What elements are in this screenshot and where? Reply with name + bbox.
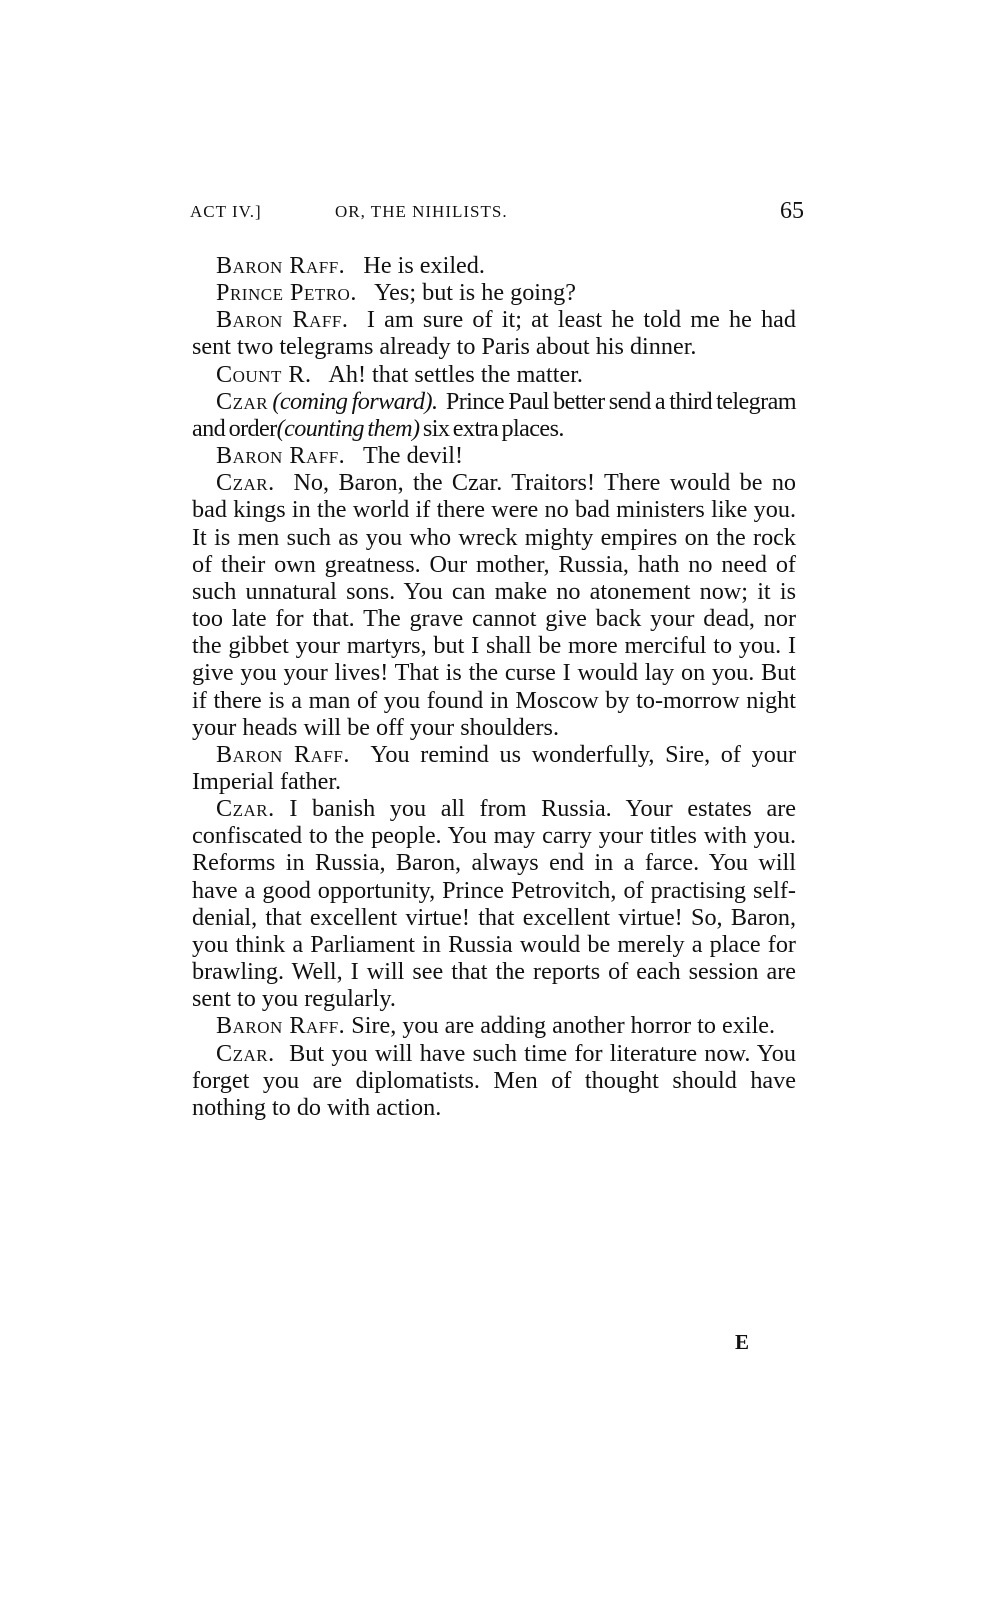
dialogue-line — [192, 442, 796, 469]
speech-text: You remind us wonderfully, Sire, of your Imperial father. — [192, 740, 796, 795]
speaker-name: Czar. — [216, 469, 275, 497]
speaker-name: Prince Petro. — [216, 279, 357, 307]
running-header — [190, 198, 804, 228]
speech-text: Yes; but is he going? — [374, 279, 576, 307]
dialogue-line — [192, 279, 796, 306]
act-label: ACT IV.] — [190, 202, 262, 221]
dialogue-line — [192, 252, 796, 279]
dialogue-line — [192, 1040, 796, 1121]
speaker-name: Baron Raff. — [216, 1012, 346, 1040]
speech-text: Sire, you are adding another horror to exile. — [351, 1012, 776, 1040]
speaker-name: Czar. — [216, 795, 275, 823]
speaker-name: Czar — [216, 387, 269, 415]
stage-direction: (coming forward). — [272, 387, 438, 415]
speech-text: I am sure of it; at least he told me he had sent two telegrams already to Paris about his dinner. — [192, 306, 797, 361]
speaker-name: Baron Raff. — [216, 306, 349, 334]
speaker-name: Baron Raff. — [216, 442, 346, 470]
stage-direction: (counting them) — [276, 414, 420, 442]
dialogue-line — [192, 1012, 796, 1039]
dialogue-line — [192, 795, 796, 1012]
speech-text: six extra places. — [422, 414, 564, 442]
speech-text: Prince Paul better send a third telegram and order — [192, 387, 796, 442]
speech-text: The devil! — [362, 442, 464, 470]
dialogue-line — [192, 306, 796, 360]
speaker-name: Count R. — [216, 360, 312, 388]
speaker-name: Czar. — [216, 1039, 275, 1067]
speech-text: Ah! that settles the matter. — [328, 360, 583, 388]
signature-mark: E — [735, 1330, 750, 1354]
running-title: OR, THE NIHILISTS. — [335, 202, 508, 221]
speaker-name: Baron Raff. — [216, 252, 346, 279]
dialogue-line — [192, 469, 796, 741]
speech-text: But you will have such time for literature now. You forget you are diplomatists. Men of thought should have nothing to do with action. — [192, 1039, 796, 1121]
dialogue-line — [192, 388, 796, 442]
dialogue-line — [192, 361, 796, 388]
dialogue-text — [192, 252, 796, 1121]
speech-text: I banish you all from Russia. Your estates are confiscated to the people. You may carry your titles with you. Reforms in Russia, Baron, always end in a farce. You will have a good opportunity, Prince Petrovitch, of practising self-denial, that excellent virtue! that excellent virtue! So, Baron, you think a Parliament in Russia would be merely a place for brawling. Well, I will see that the reports of each session are sent to you regularly. — [192, 795, 797, 1013]
speech-text: He is exiled. — [363, 252, 485, 279]
speech-text: No, Baron, the Czar. Traitors! There would be no bad kings in the world if there were no bad ministers like you. It is men such as you who wreck mighty empires on the rock of their own greatness. Our mother, Russia, hath no need of such unnatural sons. You can make no atonement now; it is too late for that. The grave cannot give back your dead, nor the gibbet your martyrs, but I shall be more merciful to you. I give you your lives! That is the curse I would lay on you. But if there is a man of you found in Moscow by to-morrow night your heads will be off your shoulders. — [192, 469, 797, 741]
page-number: 65 — [780, 198, 804, 224]
speaker-name: Baron Raff. — [216, 740, 350, 768]
dialogue-line — [192, 741, 796, 795]
